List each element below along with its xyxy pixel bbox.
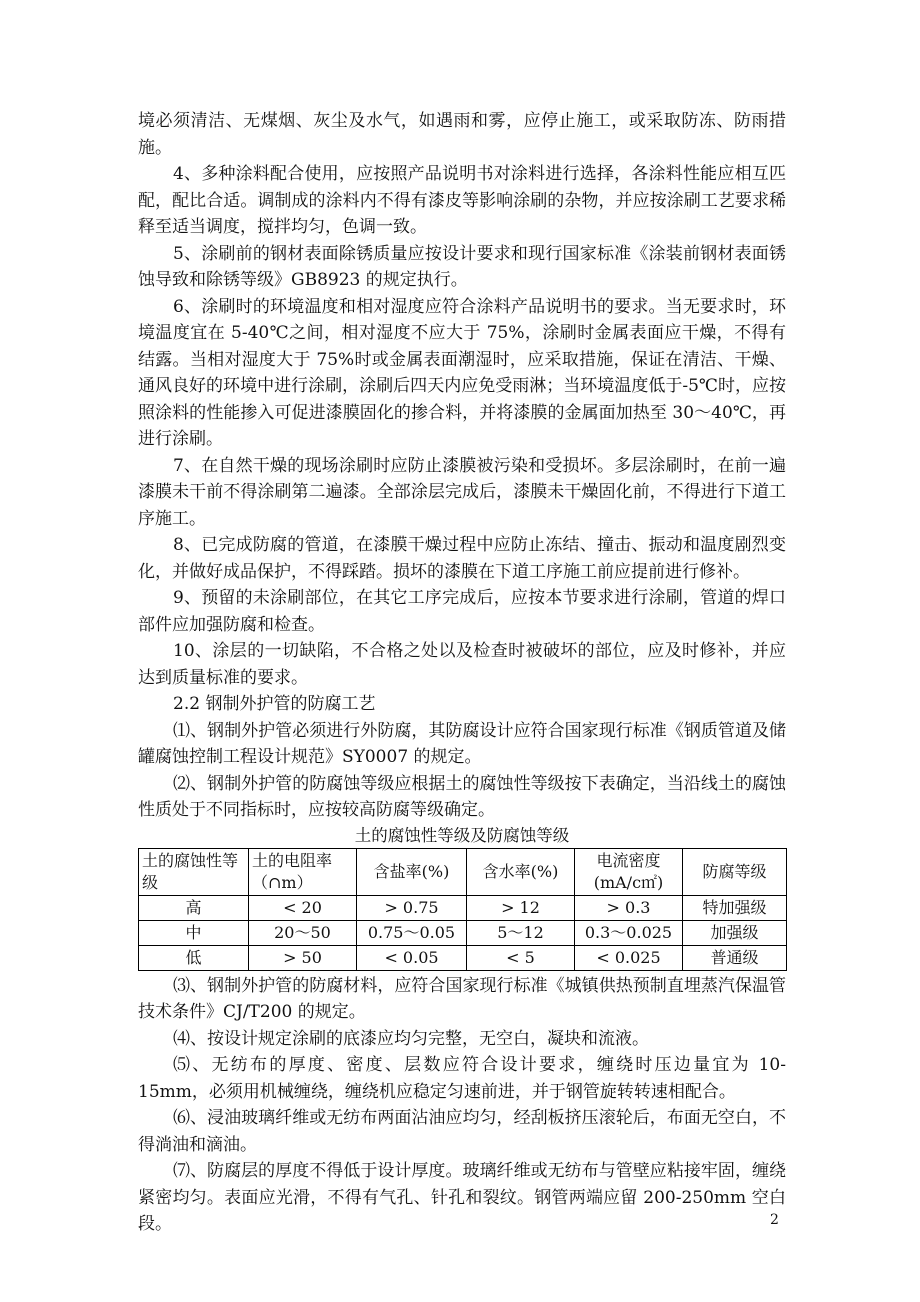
paragraph: ⑷、按设计规定涂刷的底漆应均匀完整，无空白，凝块和流液。	[173, 1028, 649, 1049]
header-soil-corrosivity: 土的腐蚀性等级	[139, 848, 249, 895]
table-cell: 低	[139, 945, 249, 970]
table-cell: < 5	[467, 945, 575, 970]
table-cell: > 12	[467, 895, 575, 920]
header-water-content: 含水率(%)	[467, 848, 575, 895]
paragraph: ⑸、无纺布的厚度、密度、层数应符合设计要求，缠绕时压边量宜为 10-15mm，必须用机械缠绕，缠绕机应稳定匀速前进，并于钢管旋转转速相配合。	[138, 1055, 786, 1102]
paragraph: ⑴、钢制外护管必须进行外防腐，其防腐设计应符合国家现行标准《钢质管道及储罐腐蚀控制工程设计规范》SY0007 的规定。	[138, 720, 786, 767]
paragraph: 5、涂刷前的钢材表面除锈质量应按设计要求和现行国家标准《涂装前钢材表面锈蚀导致和除锈等级》GB8923 的规定执行。	[138, 243, 786, 290]
table-cell: > 50	[249, 945, 357, 970]
table-row	[139, 945, 787, 970]
table-cell: < 20	[249, 895, 357, 920]
paragraph: ⑹、浸油玻璃纤维或无纺布两面沾油应均匀，经刮板挤压滚轮后，布面无空白，不得淌油和滴油。	[138, 1108, 786, 1155]
header-current-density: 电流密度(mA/c㎡)	[575, 848, 683, 895]
page-number: 2	[770, 1212, 779, 1228]
paragraph: ⑺、防腐层的厚度不得低于设计厚度。玻璃纤维或无纺布与管壁应粘接牢固，缠绕紧密均匀。表面应光滑，不得有气孔、针孔和裂纹。钢管两端应留 200-250mm 空白段。	[138, 1161, 786, 1234]
paragraph: 6、涂刷时的环境温度和相对湿度应符合涂料产品说明书的要求。当无要求时，环境温度宜在 5-40℃之间，相对湿度不应大于 75%，涂刷时金属表面应干燥，不得有结露。当相对湿度大于 75%时或金属表面潮湿时，应采取措施，保证在清洁、干燥、通风良好的环境中进行涂刷，涂刷后四天内应免受雨淋；当环境温度低于-5℃时，应按照涂料的性能掺入可促进漆膜固化的掺合料，并将漆膜的金属面加热至 30～40℃，再进行涂刷。	[138, 296, 786, 449]
header-soil-resistivity: 土的电阻率（∩m）	[249, 848, 357, 895]
header-salt-content: 含盐率(%)	[357, 848, 467, 895]
paragraphs-before-table	[138, 108, 786, 824]
table-row	[139, 895, 787, 920]
table-cell: 特加强级	[683, 895, 787, 920]
table-cell: < 0.025	[575, 945, 683, 970]
paragraph: 4、多种涂料配合使用，应按照产品说明书对涂料进行选择，各涂料性能应相互匹配，配比合适。调制成的涂料内不得有漆皮等影响涂刷的杂物，并应按涂刷工艺要求稀释至适当调度，搅拌均匀，色调一致。	[138, 164, 786, 237]
table-cell: 20～50	[249, 920, 357, 945]
paragraph: 9、预留的未涂刷部位，在其它工序完成后，应按本节要求进行涂刷，管道的焊口部件应加强防腐和检查。	[138, 588, 786, 635]
table-cell: 5～12	[467, 920, 575, 945]
header-protection-grade: 防腐等级	[683, 848, 787, 895]
table-body	[139, 895, 787, 970]
table-row	[139, 920, 787, 945]
paragraph: ⑵、钢制外护管的防腐蚀等级应根据土的腐蚀性等级按下表确定，当沿线土的腐蚀性质处于不同指标时，应按较高防腐等级确定。	[138, 773, 786, 820]
paragraph: 境必须清洁、无煤烟、灰尘及水气，如遇雨和雾，应停止施工，或采取防冻、防雨措施。	[138, 111, 786, 158]
table-cell: > 0.75	[357, 895, 467, 920]
paragraph: 10、涂层的一切缺陷，不合格之处以及检查时被破坏的部位，应及时修补，并应达到质量标准的要求。	[138, 641, 786, 688]
paragraph: 8、已完成防腐的管道，在漆膜干燥过程中应防止冻结、撞击、振动和温度剧烈变化，并做好成品保护，不得踩踏。损坏的漆膜在下道工序施工前应提前进行修补。	[138, 535, 786, 582]
table-header-row	[139, 848, 787, 895]
table-cell: 高	[139, 895, 249, 920]
table-cell: > 0.3	[575, 895, 683, 920]
table-cell: 加强级	[683, 920, 787, 945]
paragraph: 7、在自然干燥的现场涂刷时应防止漆膜被污染和受损坏。多层涂刷时，在前一遍漆膜未干前不得涂刷第二遍漆。全部涂层完成后，漆膜未干燥固化前，不得进行下道工序施工。	[138, 455, 786, 529]
table-cell: 0.75～0.05	[357, 920, 467, 945]
paragraphs-after-table	[138, 973, 786, 1238]
table-cell: 0.3～0.025	[575, 920, 683, 945]
table-cell: 中	[139, 920, 249, 945]
table-cell: 普通级	[683, 945, 787, 970]
paragraph: 2.2 钢制外护管的防腐工艺	[173, 694, 376, 714]
table-title: 土的腐蚀性等级及防腐蚀等级	[354, 825, 570, 845]
document-body	[138, 108, 786, 1238]
paragraph: ⑶、钢制外护管的防腐材料，应符合国家现行标准《城镇供热预制直埋蒸汽保温管技术条件》CJ/T200 的规定。	[138, 975, 786, 1022]
corrosion-grade-table	[138, 848, 787, 971]
table-cell: < 0.05	[357, 945, 467, 970]
